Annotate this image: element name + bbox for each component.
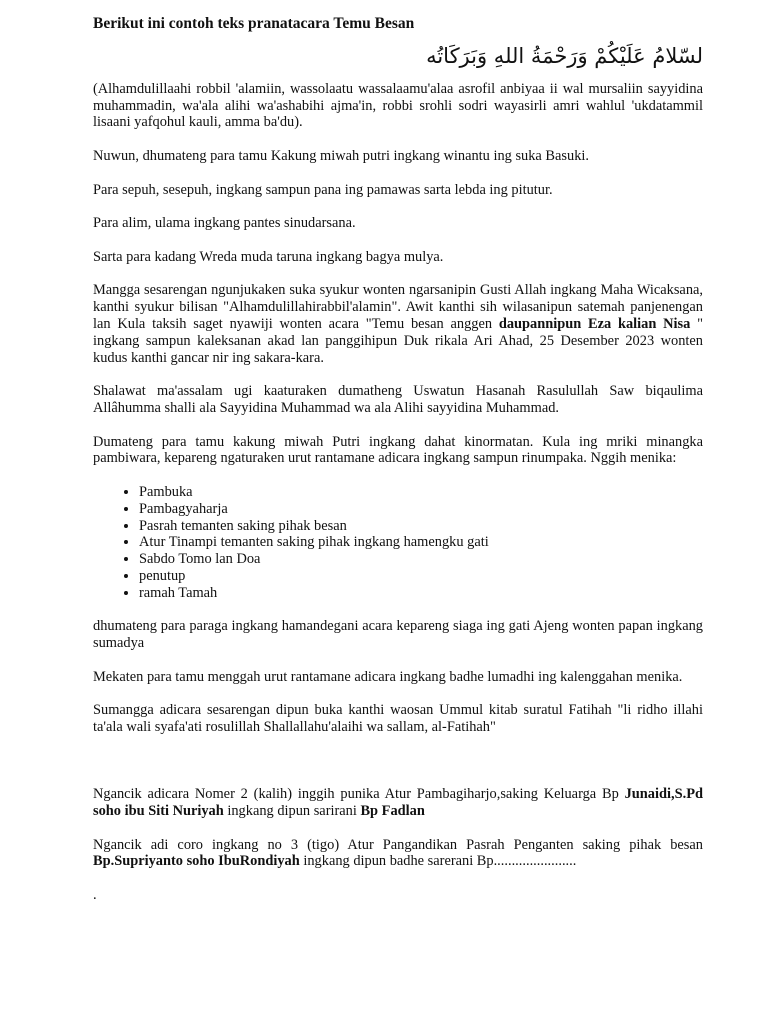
list-item: • Sabdo Tomo lan Doa [139, 551, 703, 568]
greeting-guests-paragraph: Nuwun, dhumateng para tamu Kakung miwah putri ingkang winantu ing suka Basuki. [93, 147, 589, 164]
list-item: • Pambagyaharja [139, 501, 703, 518]
trailing-dot: . [93, 887, 97, 904]
besan-family-names: Bp.Supriyanto soho IbuRondiyah [93, 853, 300, 870]
agenda-closing-paragraph: Mekaten para tamu menggah urut rantamane adicara ingkang badhe lumadhi ing kalenggahan menika. [93, 668, 683, 685]
host-family-names: Junaidi,S.Pd soho ibu Siti Nuriyah [93, 786, 703, 820]
opening-prayer-paragraph: (Alhamdulillaahi robbil 'alamiin, wassolaatu wassalaamu'alaa asrofil anbiyaa ii wal mursaliin sayyidina muhammadin, wa'ala alihi wa'ashabihi ajma'in, robbi srohli sodri wayasirli amri wahlul 'ukdatammil lisaani yafqohul kauli, amma ba'du). [93, 80, 703, 131]
list-item: • Pambuka [139, 484, 703, 501]
couple-names: daupannipun Eza kalian Nisa [498, 315, 691, 332]
agenda-item-2-paragraph [93, 786, 703, 820]
greeting-elders-paragraph: Para sepuh, sesepuh, ingkang sampun pana ing pamawas sarta lebda ing pitutur. [93, 181, 553, 198]
item-3-text-start: Ngancik adi coro ingkang no 3 (tigo) Atur Pangandikan Pasrah Penganten saking pihak besan [93, 836, 703, 853]
document-title: Berikut ini contoh teks pranatacara Temu Besan [93, 15, 415, 32]
shalawat-paragraph: Shalawat ma'assalam ugi kaaturaken dumatheng Uswatun Hasanah Rasulullah Saw biqaulima Allâhumma shalli ala Sayyidina Muhammad wa ala Alihi sayyidina Muhammad. [93, 383, 703, 416]
spacer [93, 753, 703, 787]
greeting-youth-paragraph: Sarta para kadang Wreda muda taruna ingkang bagya mulya. [93, 248, 444, 265]
representative-name: Bp Fadlan [360, 803, 425, 820]
item-2-text-middle: ingkang dipun sarirani [223, 803, 361, 820]
gratitude-text-start: Mangga sesarengan ngunjukaken suka syukur wonten ngarsanipin Gusti Allah ingkang Maha Wicaksana, kanthi syukur bilisan "Alhamdulillahirabbil'alamin". Awit kanthi sih wilasanipun satemah panjenengan lan Kula taksih saget nyawiji wonten acara "Temu besan anggen [93, 282, 703, 332]
agenda-list [93, 484, 703, 602]
agenda-intro-paragraph: Dumateng para tamu kakung miwah Putri ingkang dahat kinormatan. Kula ing mriki minangka pambiwara, kepareng ngaturaken urut rantamane adicara ingkang sampun rinumpaka. Nggih menika: [93, 433, 703, 467]
list-item: • ramah Tamah [139, 585, 703, 602]
greeting-ulama-paragraph: Para alim, ulama ingkang pantes sinudarsana. [93, 215, 356, 232]
list-item: • Pasrah temanten saking pihak besan [139, 518, 703, 535]
fatihah-paragraph: Sumangga adicara sesarengan dipun buka kanthi waosan Ummul kitab suratul Fatihah "li ridho illahi ta'ala wali syafa'ati rosulillah Shallallahu'alaihi wa sallam, al-Fatihah" [93, 702, 703, 736]
arabic-greeting: لسّلامُ عَلَيْكُمْ وَرَحْمَةُ اللهِ وَبَرَكَاتُه [426, 43, 703, 68]
gratitude-text-end: " ingkang sampun kaleksanan akad lan panggihipun Duk rikala Ari Ahad, 25 Desember 2023 wonten kudus kanthi gancar nir ing sakara-kara. [93, 315, 703, 366]
agenda-item-3-paragraph [93, 837, 703, 871]
participants-paragraph: dhumateng para paraga ingkang hamandegani acara kepareng siaga ing gati Ajeng wonten papan ingkang sumadya [93, 618, 703, 652]
gratitude-paragraph [93, 282, 703, 366]
item-3-text-end: ingkang dipun badhe sarerani Bp....................... [299, 853, 577, 870]
document-page [93, 16, 703, 921]
list-item: • Atur Tinampi temanten saking pihak ingkang hamengku gati [139, 534, 703, 551]
list-item: • penutup [139, 568, 703, 585]
item-2-text-start: Ngancik adicara Nomer 2 (kalih) inggih punika Atur Pambagiharjo,saking Keluarga Bp [93, 786, 625, 803]
